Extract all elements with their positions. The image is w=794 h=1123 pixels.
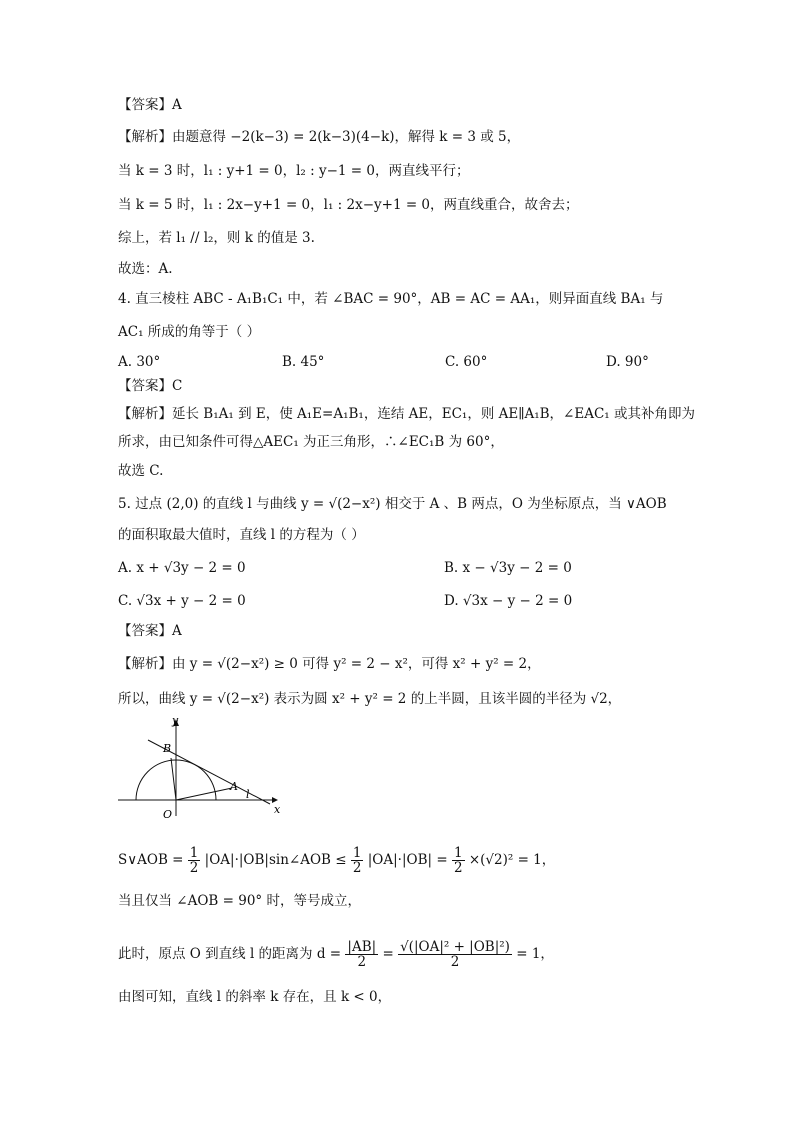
answer-5 xyxy=(118,622,182,640)
area-formula: S∨AOB = $\frac{1}{2}$ |OA|·|OB|sin∠AOB ≤ $\frac{1}{2}$ |OA|·|OB| = $\frac{1}{2}$ ×(√2)² = 1， xyxy=(118,845,556,876)
text: 4. 直三棱柱 ABC - A₁B₁C₁ 中，若 ∠BAC = 90°，AB = AC = AA₁，则异面直线 BA₁ 与 xyxy=(118,291,664,307)
slope-conclusion: 由图可知，直线 l 的斜率 k 存在，且 k < 0， xyxy=(118,989,392,1005)
label-y: y xyxy=(172,714,179,727)
text: 5. 过点 (2,0) 的直线 l 与曲线 y = √(2−x²) 相交于 A 、B 两点，O 为坐标原点，当 ∨AOB xyxy=(118,496,667,512)
label-a: A xyxy=(230,780,238,793)
label-x: x xyxy=(274,803,281,816)
text: 的面积取最大值时，直线 l 的方程为（ ） xyxy=(118,527,365,543)
text: 【解析】由题意得 −2(k−3) = 2(k−3)(4−k)，解得 k = 3 或 5， xyxy=(118,129,521,145)
q5-option-a: A. x + √3y − 2 = 0 xyxy=(118,560,246,576)
analysis-4-line1 xyxy=(118,405,695,423)
label-o: O xyxy=(163,808,173,821)
label-b: B xyxy=(163,742,172,755)
q5-option-d: D. √3x − y − 2 = 0 xyxy=(444,593,573,609)
text: 所求，由已知条件可得△AEC₁ 为正三角形，∴∠EC₁B 为 60°， xyxy=(118,434,504,450)
text: 当 k = 5 时，l₁ : 2x−y+1 = 0，l₁ : 2x−y+1 = 0，两直线重合，故舍去； xyxy=(118,197,579,213)
question-4-line2 xyxy=(118,323,260,341)
text: AC₁ 所成的角等于（ ） xyxy=(118,324,261,340)
text: 【答案】C xyxy=(118,378,183,394)
question-5-line2 xyxy=(118,526,365,544)
analysis-3-line1 xyxy=(118,128,520,146)
q5-option-c: C. √3x + y − 2 = 0 xyxy=(118,593,246,609)
q4-option-d: D. 90° xyxy=(606,354,649,370)
analysis-3-line4 xyxy=(118,229,315,247)
text: 当 k = 3 时，l₁ : y+1 = 0，l₂ : y−1 = 0，两直线平行； xyxy=(118,163,470,179)
text: 故选 C. xyxy=(118,463,164,479)
text: 综上，若 l₁ // l₂，则 k 的值是 3. xyxy=(118,230,315,246)
question-5-line1 xyxy=(118,495,667,513)
q5-option-b: B. x − √3y − 2 = 0 xyxy=(444,560,572,576)
text: 故选：A. xyxy=(118,261,173,277)
text: 【答案】A xyxy=(118,97,182,113)
text: 【解析】由 y = √(2−x²) ≥ 0 可得 y² = 2 − x²，可得 x² + y² = 2， xyxy=(118,656,541,672)
q4-option-b: B. 45° xyxy=(282,354,325,370)
q4-option-c: C. 60° xyxy=(445,354,488,370)
answer-4 xyxy=(118,377,182,395)
semicircle-figure xyxy=(118,712,288,822)
analysis-3-line3 xyxy=(118,196,579,214)
label-l: l xyxy=(246,788,250,801)
choice-3 xyxy=(118,260,173,278)
question-4-line1 xyxy=(118,290,663,308)
answer-3 xyxy=(118,96,182,114)
text: 【答案】A xyxy=(118,623,182,639)
analysis-4-line2 xyxy=(118,433,504,451)
choice-4 xyxy=(118,462,163,480)
text: 所以，曲线 y = √(2−x²) 表示为圆 x² + y² = 2 的上半圆，且该半圆的半径为 √2， xyxy=(118,691,622,707)
distance-formula: 此时，原点 O 到直线 l 的距离为 d = $\frac{|AB|}{2}$ = $\frac{\text{√(|OA|² + |OB|²)}}{2}$ = 1， xyxy=(118,939,554,970)
q4-option-a: A. 30° xyxy=(118,354,161,370)
equality-condition: 当且仅当 ∠AOB = 90° 时，等号成立， xyxy=(118,893,361,909)
analysis-5-line2 xyxy=(118,690,621,708)
analysis-3-line2 xyxy=(118,162,470,180)
text: 【解析】延长 B₁A₁ 到 E，使 A₁E=A₁B₁，连结 AE，EC₁，则 AE∥A₁B，∠EAC₁ 或其补角即为 xyxy=(118,406,695,422)
analysis-5-line1 xyxy=(118,655,541,673)
